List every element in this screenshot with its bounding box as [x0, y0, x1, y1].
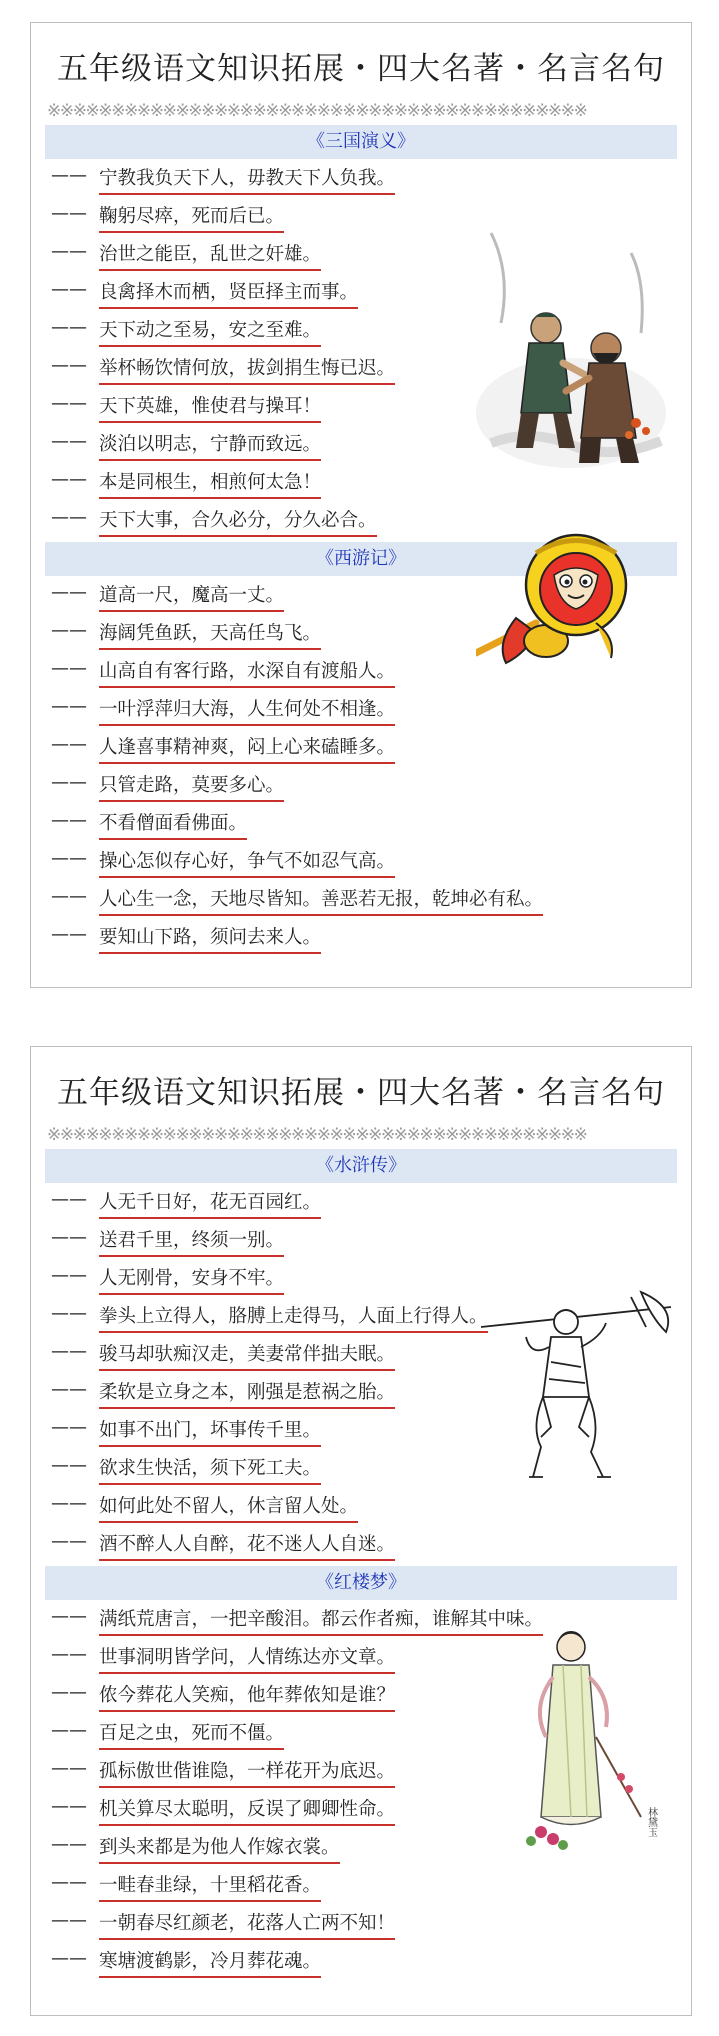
quote-text: 操心怎似存心好，争气不如忍气高。 [99, 847, 395, 878]
page-card-1 [30, 22, 692, 988]
dash: —— [51, 1227, 87, 1248]
quote-text: 良禽择木而栖，贤臣择主而事。 [99, 278, 358, 309]
quote-text: 拳头上立得人，胳膊上走得马，人面上行得人。 [99, 1302, 488, 1333]
quote-text: 天下英雄，惟使君与操耳！ [99, 392, 321, 423]
quote-text: 如何此处不留人，休言留人处。 [99, 1492, 358, 1523]
water-margin-warrior-illustration [471, 1287, 681, 1487]
dash: —— [51, 924, 87, 945]
quote-text: 孤标傲世偕谁隐，一样花开为底迟。 [99, 1757, 395, 1788]
quote-text: 举杯畅饮情何放，拔剑捐生悔已迟。 [99, 354, 395, 385]
quote-text: 寒塘渡鹤影，冷月葬花魂。 [99, 1947, 321, 1978]
dash: —— [51, 1644, 87, 1665]
three-kingdoms-warriors-illustration [471, 213, 671, 483]
quote-text: 酒不醉人人自醉，花不迷人人自迷。 [99, 1530, 395, 1561]
dash: —— [51, 848, 87, 869]
page-card-2 [30, 1046, 692, 2016]
dash: —— [51, 582, 87, 603]
quote-item [31, 1221, 691, 1259]
dash: —— [51, 620, 87, 641]
quote-text: 海阔凭鱼跃，天高任鸟飞。 [99, 619, 321, 650]
quote-text: 天下动之至易，安之至难。 [99, 316, 321, 347]
dash: —— [51, 279, 87, 300]
quote-text: 鞠躬尽瘁，死而后已。 [99, 202, 284, 233]
dash: —— [51, 1796, 87, 1817]
quote-text: 一朝春尽红颜老，花落人亡两不知！ [99, 1909, 395, 1940]
quote-text: 一叶浮萍归大海，人生何处不相逢。 [99, 695, 395, 726]
quote-text: 机关算尽太聪明，反误了卿卿性命。 [99, 1795, 395, 1826]
dash: —— [51, 734, 87, 755]
dash: —— [51, 810, 87, 831]
quote-item [31, 1525, 691, 1563]
quote-text: 人逢喜事精神爽，闷上心来磕睡多。 [99, 733, 395, 764]
dash: —— [51, 1493, 87, 1514]
monkey-king-illustration [476, 523, 646, 673]
quote-item [31, 690, 691, 728]
quote-text: 山高自有客行路，水深自有渡船人。 [99, 657, 395, 688]
dash: —— [51, 696, 87, 717]
dash: —— [51, 1265, 87, 1286]
quote-text: 治世之能臣，乱世之奸雄。 [99, 240, 321, 271]
dash: —— [51, 1606, 87, 1627]
dash: —— [51, 658, 87, 679]
quote-item [31, 1183, 691, 1221]
quote-text: 不看僧面看佛面。 [99, 809, 247, 840]
dash: —— [51, 1758, 87, 1779]
section-heading-shuihu: 《水浒传》 [45, 1149, 677, 1183]
quote-text: 世事洞明皆学问，人情练达亦文章。 [99, 1643, 395, 1674]
dash: —— [51, 1417, 87, 1438]
section-heading-xiyou: 《西游记》 [45, 542, 677, 576]
dash: —— [51, 165, 87, 186]
page-title: 五年级语文知识拓展・四大名著・名言名句 [57, 1075, 665, 1111]
quote-text: 到头来都是为他人作嫁衣裳。 [99, 1833, 340, 1864]
quote-text: 如事不出门，坏事传千里。 [99, 1416, 321, 1447]
dash: —— [51, 772, 87, 793]
section-heading-honglou: 《红楼梦》 [45, 1566, 677, 1600]
quote-item [31, 766, 691, 804]
quote-text: 骏马却驮痴汉走，美妻常伴拙夫眠。 [99, 1340, 395, 1371]
dash: —— [51, 355, 87, 376]
quote-text: 要知山下路，须问去来人。 [99, 923, 321, 954]
dash: —— [51, 1303, 87, 1324]
quote-text: 淡泊以明志，宁静而致远。 [99, 430, 321, 461]
quote-item [31, 1487, 691, 1525]
section-heading-sanguo: 《三国演义》 [45, 125, 677, 159]
quote-text: 只管走路，莫要多心。 [99, 771, 284, 802]
dash: —— [51, 1682, 87, 1703]
dash: —— [51, 393, 87, 414]
dash: —— [51, 1834, 87, 1855]
quote-item [31, 1904, 691, 1942]
quote-text: 百足之虫，死而不僵。 [99, 1719, 284, 1750]
quote-text: 天下大事，合久必分，分久必合。 [99, 506, 377, 537]
dash: —— [51, 1872, 87, 1893]
quote-text: 满纸荒唐言，一把辛酸泪。都云作者痴，谁解其中味。 [99, 1605, 543, 1636]
dash: —— [51, 886, 87, 907]
quote-text: 欲求生快活，须下死工夫。 [99, 1454, 321, 1485]
dash: —— [51, 1189, 87, 1210]
quote-text: 宁教我负天下人，毋教天下人负我。 [99, 164, 395, 195]
quote-item [31, 842, 691, 880]
dash: —— [51, 1948, 87, 1969]
dash: —— [51, 1720, 87, 1741]
quote-item [31, 1942, 691, 1980]
dash: —— [51, 203, 87, 224]
quote-text: 一畦春韭绿，十里稻花香。 [99, 1871, 321, 1902]
dash: —— [51, 1910, 87, 1931]
quote-text: 人心生一念，天地尽皆知。善恶若无报，乾坤必有私。 [99, 885, 543, 916]
dash: —— [51, 1341, 87, 1362]
quote-item [31, 159, 691, 197]
quote-item [31, 880, 691, 918]
quote-item [31, 918, 691, 956]
quote-item [31, 804, 691, 842]
decorative-divider: ※※※※※※※※※※※※※※※※※※※※※※※※※※※※※※※※※※※※※※※※※※ [47, 101, 587, 121]
dash: —— [51, 317, 87, 338]
dash: —— [51, 1455, 87, 1476]
quote-text: 道高一尺，魔高一丈。 [99, 581, 284, 612]
dash: —— [51, 431, 87, 452]
signature-text: 林黛玉 [645, 1807, 657, 1837]
quote-text: 侬今葬花人笑痴，他年葬侬知是谁？ [99, 1681, 395, 1712]
quote-item [31, 1866, 691, 1904]
decorative-divider: ※※※※※※※※※※※※※※※※※※※※※※※※※※※※※※※※※※※※※※※※※※ [47, 1125, 587, 1145]
quote-text: 人无千日好，花无百园红。 [99, 1188, 321, 1219]
dash: —— [51, 1531, 87, 1552]
quote-text: 人无刚骨，安身不牢。 [99, 1264, 284, 1295]
quote-text: 本是同根生，相煎何太急！ [99, 468, 321, 499]
daiyu-lady-illustration [501, 1617, 681, 1857]
quote-text: 柔软是立身之本，刚强是惹祸之胎。 [99, 1378, 395, 1409]
quote-text: 送君千里，终须一别。 [99, 1226, 284, 1257]
page-title: 五年级语文知识拓展・四大名著・名言名句 [57, 51, 665, 87]
quote-item [31, 728, 691, 766]
dash: —— [51, 469, 87, 490]
dash: —— [51, 1379, 87, 1400]
dash: —— [51, 507, 87, 528]
dash: —— [51, 241, 87, 262]
